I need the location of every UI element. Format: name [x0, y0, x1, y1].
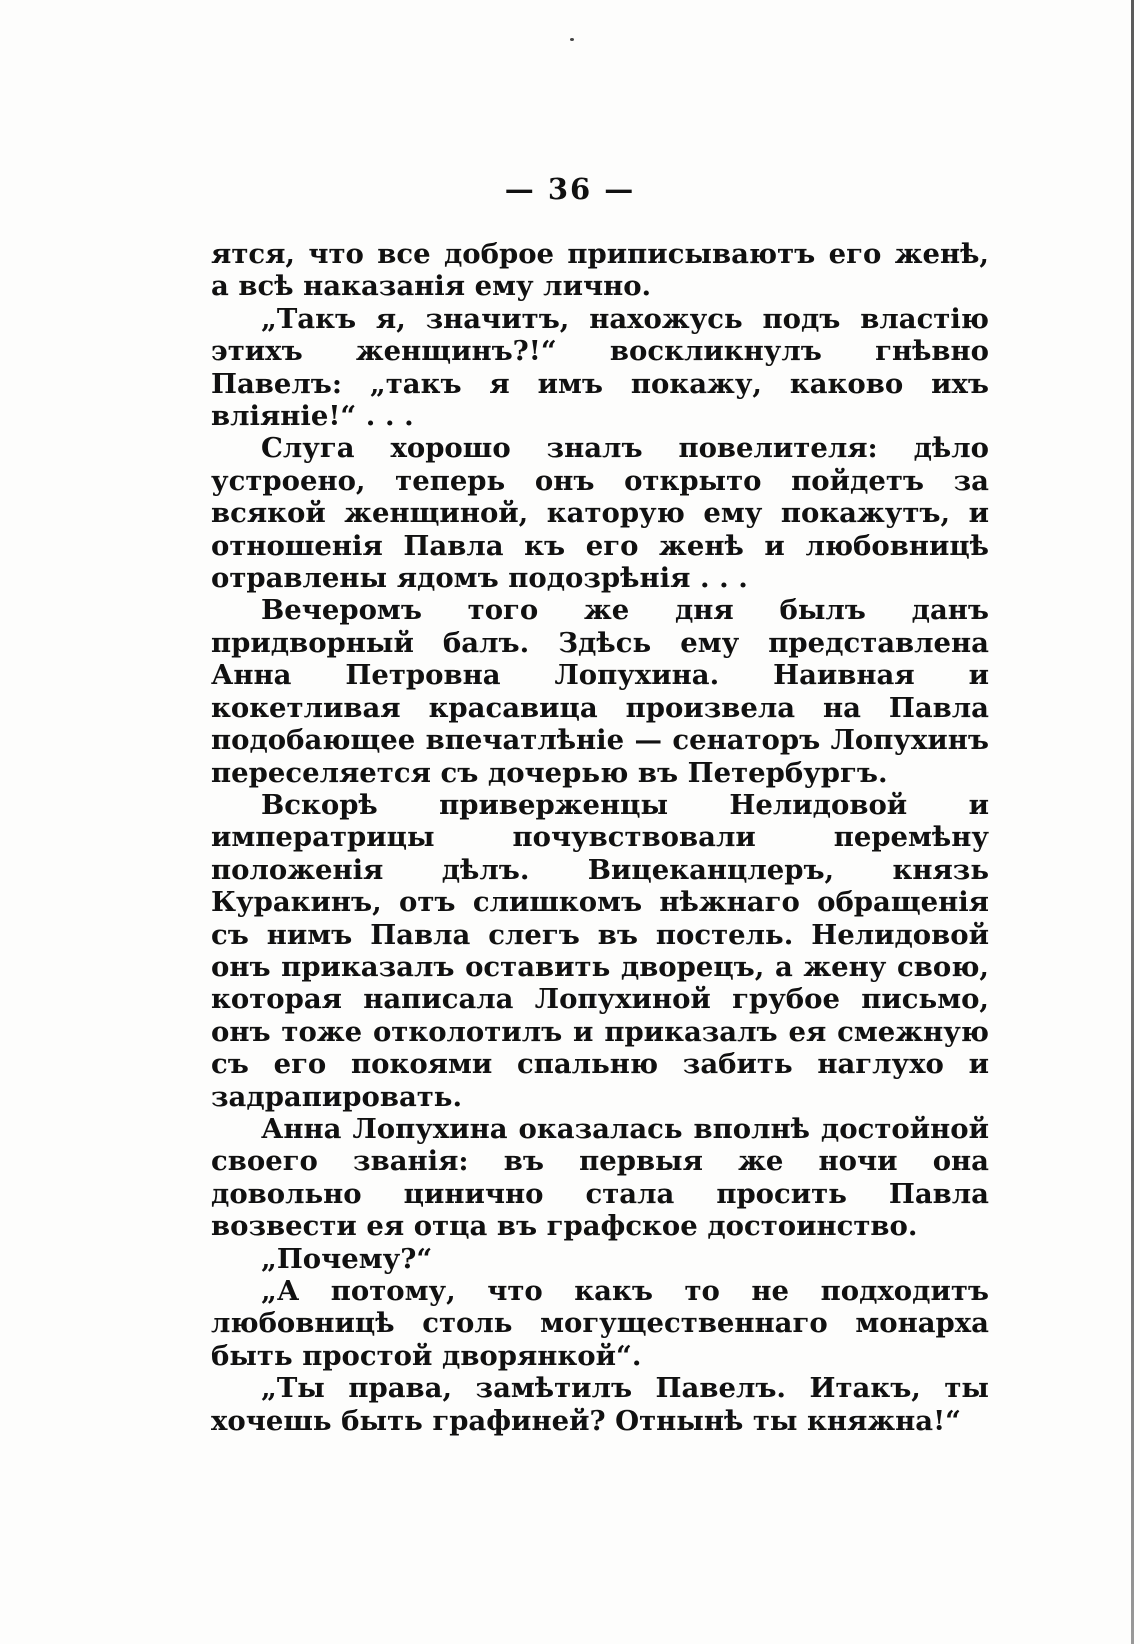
paragraph-anna-lopukhina: Анна Лопухина оказалась вполнѣ достойной своего званія: въ первыя же ночи она довольно цинично стала просить Павла возвести ея отца въ графское достоинство.	[211, 1112, 989, 1243]
paragraph-nelidova-supporters: Вскорѣ приверженцы Нелидовой и императрицы почувствовали перемѣну положенія дѣлъ. Вицеканцлеръ, князь Куракинъ, отъ слишкомъ нѣжнаго обращенія съ нимъ Павла слегъ въ постель. Нелидовой онъ приказалъ оставить дворецъ, а жену свою, которая написала Лопухиной грубое письмо, онъ тоже отколотилъ и приказалъ ея смежную съ его покоями спальню забить наглухо и задрапировать.	[211, 788, 989, 1113]
paragraph-servant: Слуга хорошо зналъ повелителя: дѣло устроено, теперь онъ открыто пойдетъ за всякой женщиной, каторую ему покажутъ, и отношенія Павла къ его женѣ и любовницѣ отравлены ядомъ подозрѣнія . . .	[211, 432, 989, 595]
paragraph-why: „Почему?“	[261, 1242, 433, 1275]
scan-speck	[570, 38, 574, 41]
paragraph-continued: ятся, что все доброе приписываютъ его женѣ, а всѣ наказанія ему лично.	[211, 238, 989, 303]
page-number: — 36 —	[504, 172, 636, 206]
body-text	[211, 238, 989, 1437]
scan-edge-shadow	[1131, 0, 1134, 1644]
paragraph-princess: „Ты права, замѣтилъ Павелъ. Итакъ, ты хочешь быть графиней? Отнынѣ ты княжна!“	[211, 1372, 989, 1437]
paragraph-pavel-exclaims: „Такъ я, значитъ, нахожусь подъ властію этихъ женщинъ?!“ воскликнулъ гнѣвно Павелъ: „такъ я имъ покажу, каково ихъ вліяніе!“ . . .	[211, 302, 989, 433]
paragraph-because: „А потому, что какъ то не подходитъ любовницѣ столь могущественнаго монарха быть простой дворянкой“.	[211, 1275, 989, 1372]
paragraph-court-ball: Вечеромъ того же дня былъ данъ придворный балъ. Здѣсь ему представлена Анна Петровна Лопухина. Наивная и кокетливая красавица произвела на Павла подобающее впечатлѣніе — сенаторъ Лопухинъ переселяется съ дочерью въ Петербургъ.	[211, 594, 989, 789]
